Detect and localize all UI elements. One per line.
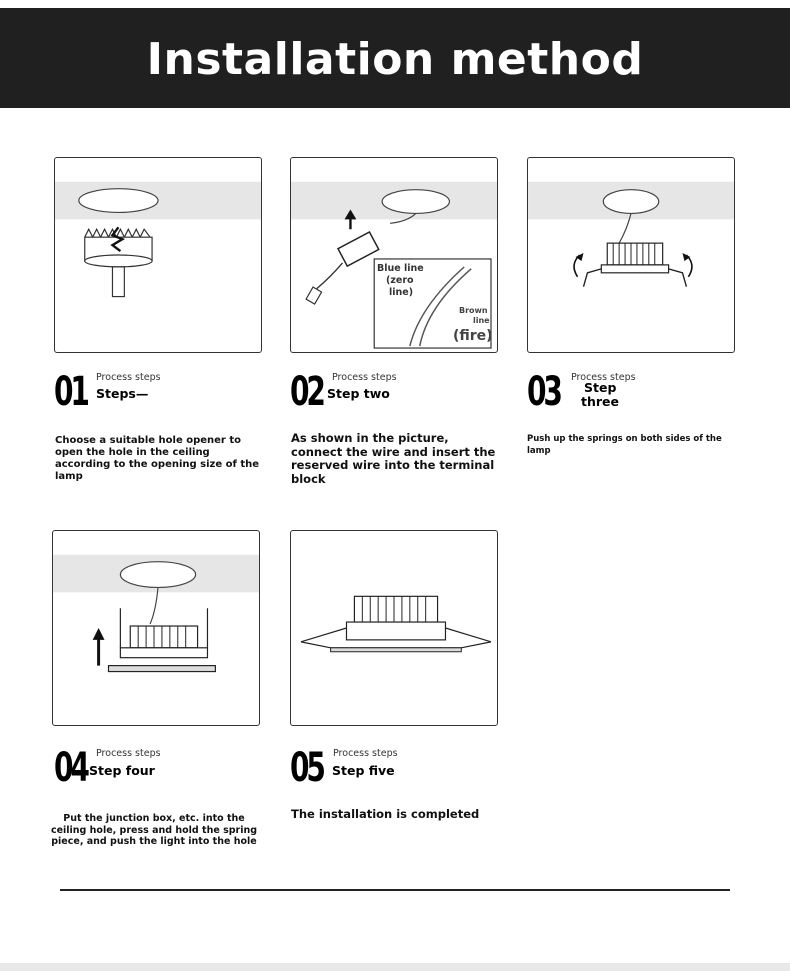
step-2-illustration <box>290 157 498 353</box>
wiring-drawing <box>291 158 497 352</box>
step-2-description: As shown in the picture, connect the wire and insert the reserved wire into the terminal block <box>291 431 496 486</box>
step-2-process-label: Process steps <box>332 372 397 383</box>
label-zero-line-2: line) <box>389 287 414 298</box>
step-1-name: Steps— <box>96 386 149 401</box>
installed-lamp-drawing <box>291 531 497 725</box>
step-1-illustration <box>54 157 262 353</box>
bottom-divider <box>60 889 730 891</box>
label-brown-line-1: Brown <box>459 306 488 315</box>
hole-saw-drawing <box>55 158 261 352</box>
step-3-process-label: Process steps <box>571 372 636 383</box>
page-title: Installation method <box>146 34 644 85</box>
step-5-number: 05 <box>290 745 323 791</box>
step-3-description: Push up the springs on both sides of the lamp <box>527 434 722 456</box>
step-3-name-line2: three <box>581 394 619 409</box>
step-2-name: Step two <box>327 386 390 401</box>
step-4-illustration <box>52 530 260 726</box>
step-3-number: 03 <box>527 369 560 415</box>
spring-push-drawing <box>528 158 734 352</box>
step-1-process-label: Process steps <box>96 372 161 383</box>
label-zero-line-1: (zero <box>386 275 414 286</box>
step-1-description: Choose a suitable hole opener to open the hole in the ceiling according to the opening size of the lamp <box>55 435 260 482</box>
step-5-process-label: Process steps <box>333 748 398 759</box>
step-4-name: Step four <box>89 763 155 778</box>
step-3-illustration <box>527 157 735 353</box>
step-5-illustration <box>290 530 498 726</box>
step-2-number: 02 <box>290 369 323 415</box>
step-1-number: 01 <box>54 369 87 415</box>
page-header <box>0 8 790 108</box>
footer-band <box>0 963 790 971</box>
step-4-description: Put the junction box, etc. into the ceiling hole, press and hold the spring piece, and push the light into the hole <box>50 813 258 847</box>
label-brown-line-2: line <box>473 316 490 325</box>
label-blue-line: Blue line <box>377 263 424 274</box>
step-4-number: 04 <box>54 745 87 791</box>
step-5-description: The installation is completed <box>291 807 480 821</box>
step-4-process-label: Process steps <box>96 748 161 759</box>
step-3-name: Step <box>584 380 617 395</box>
label-fire: (fire) <box>453 328 493 344</box>
push-lamp-drawing <box>53 531 259 725</box>
step-5-name: Step five <box>332 763 395 778</box>
